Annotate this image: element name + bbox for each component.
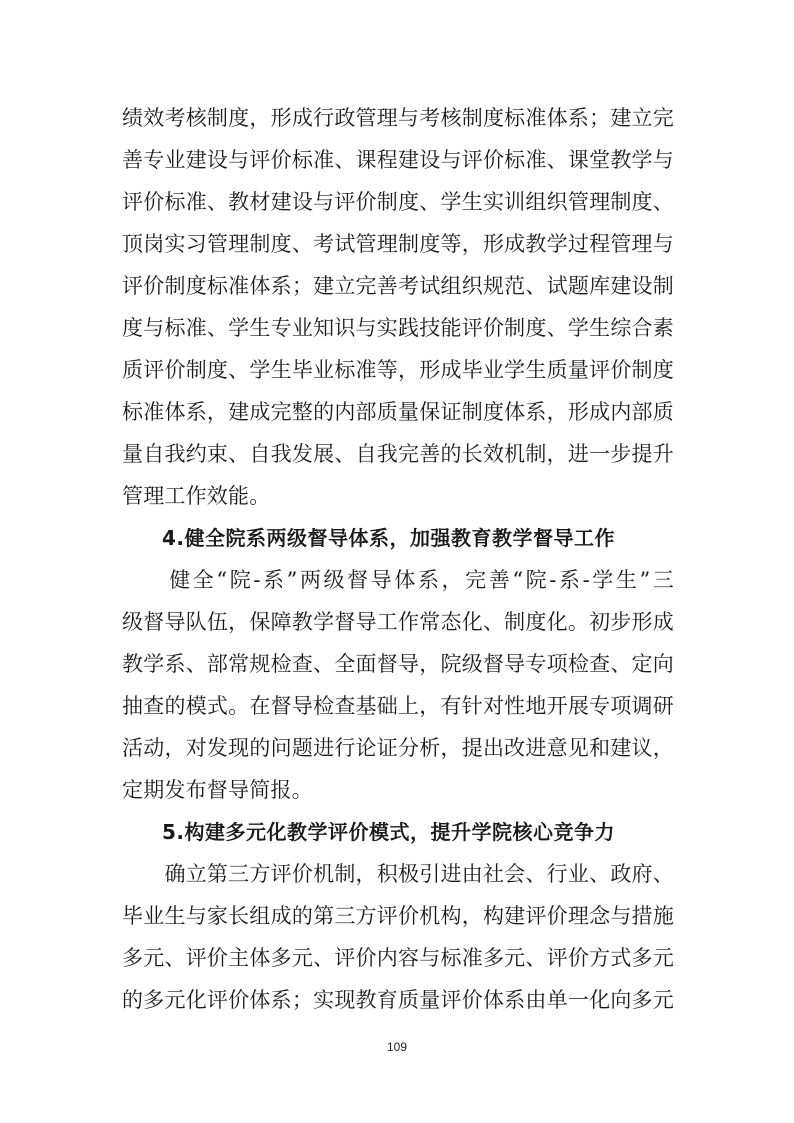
body-text-line: 标准体系，建成完整的内部质量保证制度体系，形成内部质 [122,400,674,424]
body-text-line: 度与标准、学生专业知识与实践技能评价制度、学生综合素 [122,316,674,340]
body-text-line: 评价标准、教材建设与评价制度、学生实训组织管理制度、 [122,190,674,214]
body-text-line: 的多元化评价体系；实现教育质量评价体系由单一化向多元 [122,988,674,1012]
body-text-line: 健全“院-系”两级督导体系，完善“院-系-学生”三 [122,568,674,592]
section-heading: 4.健全院系两级督导体系，加强教育教学督导工作 [162,526,616,550]
body-text-line: 级督导队伍，保障教学督导工作常态化、制度化。初步形成 [122,610,674,634]
body-text-line: 抽查的模式。在督导检查基础上，有针对性地开展专项调研 [122,694,674,718]
body-text-line: 定期发布督导简报。 [122,778,313,802]
body-text-line: 评价制度标准体系；建立完善考试组织规范、试题库建设制 [122,274,674,298]
body-text-line: 确立第三方评价机制，积极引进由社会、行业、政府、 [122,862,674,886]
page-number: 109 [386,1040,408,1054]
body-text-line: 量自我约束、自我发展、自我完善的长效机制，进一步提升 [122,442,674,466]
body-text-line: 毕业生与家长组成的第三方评价机构，构建评价理念与措施 [122,904,674,928]
body-text-line: 质评价制度、学生毕业标准等，形成毕业学生质量评价制度 [122,358,674,382]
section-heading: 5.构建多元化教学评价模式，提升学院核心竞争力 [162,820,616,844]
body-text-line: 绩效考核制度，形成行政管理与考核制度标准体系；建立完 [122,106,674,130]
body-text-line: 教学系、部常规检查、全面督导，院级督导专项检查、定向 [122,652,674,676]
body-text-line: 顶岗实习管理制度、考试管理制度等，形成教学过程管理与 [122,232,674,256]
body-text-line: 善专业建设与评价标准、课程建设与评价标准、课堂教学与 [122,148,674,172]
body-text-line: 活动，对发现的问题进行论证分析，提出改进意见和建议， [122,736,674,760]
body-text-line: 多元、评价主体多元、评价内容与标准多元、评价方式多元 [122,946,674,970]
body-text-line: 管理工作效能。 [122,484,271,508]
